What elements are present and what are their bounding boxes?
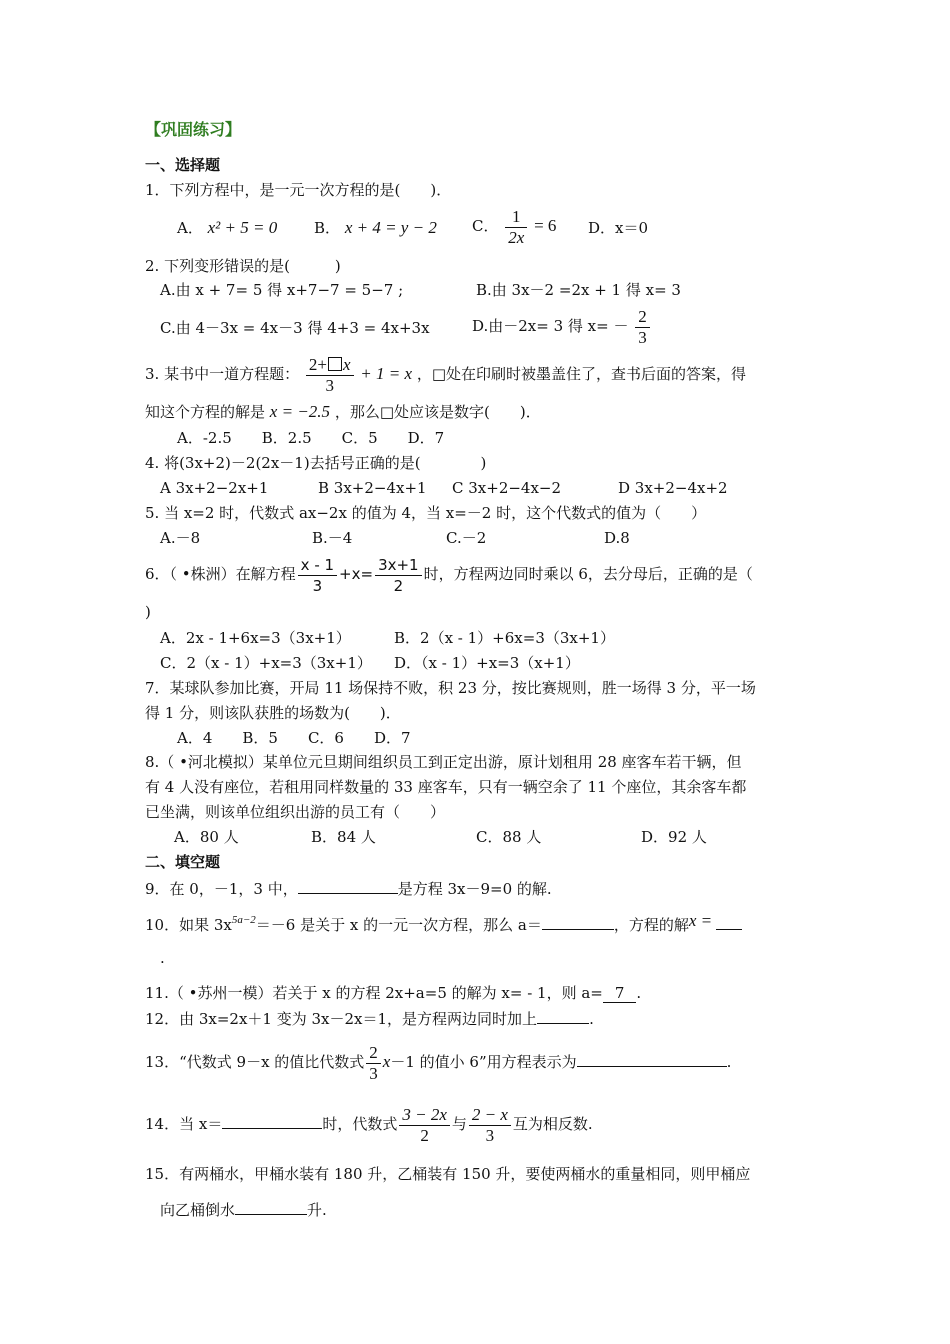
q1-option-d: D．x＝0 bbox=[588, 219, 649, 237]
q2-option-d bbox=[472, 304, 652, 348]
q13-answer-blank[interactable] bbox=[577, 1050, 727, 1067]
q14-f2-numerator: 2 − x bbox=[469, 1105, 511, 1126]
q3-fraction bbox=[306, 355, 354, 396]
q11-answer: 7 bbox=[603, 984, 637, 1003]
q13 bbox=[145, 1040, 731, 1084]
q5-option-d: D.8 bbox=[604, 529, 630, 547]
q10-solution-blank[interactable] bbox=[716, 913, 742, 930]
q15-answer-blank[interactable] bbox=[235, 1198, 307, 1215]
q4-option-b: B 3x+2−4x+1 bbox=[318, 479, 427, 497]
q4-option-a: A 3x+2−2x+1 bbox=[160, 479, 269, 497]
q1-b-label: B． bbox=[314, 219, 341, 237]
q1-option-a bbox=[177, 218, 277, 238]
q8-option-d: D．92 人 bbox=[641, 828, 707, 846]
q3-line2-question: ，那么□处应该是数字( )． bbox=[334, 403, 541, 421]
q3-prefix: 3. 某书中一道方程题： bbox=[145, 365, 300, 383]
q6-prefix: 6．（ •株洲）在解方程 bbox=[145, 565, 296, 583]
q2-d-denominator: 3 bbox=[638, 327, 647, 347]
q12-text-a: 12．由 3x=2x＋1 变为 3x－2x＝1，是方程两边同时加上 bbox=[145, 1010, 538, 1028]
q13-denominator: 3 bbox=[369, 1063, 378, 1083]
q4-option-c: C 3x+2−4x−2 bbox=[452, 479, 562, 497]
q14-f1-denominator: 2 bbox=[420, 1125, 429, 1145]
q2-option-b: B.由 3x－2 =2x + 1 得 x= 3 bbox=[476, 281, 681, 299]
q14 bbox=[145, 1102, 593, 1146]
q1-b-math: x + 4 = y − 2 bbox=[344, 218, 437, 237]
q12-text-b: . bbox=[589, 1010, 594, 1028]
q1-a-label: A． bbox=[177, 219, 203, 237]
q6-option-a: A．2x - 1+6x=3（3x+1） bbox=[160, 629, 351, 647]
q1-c-denominator: 2x bbox=[508, 227, 525, 247]
q14-text-a: 14．当 x＝ bbox=[145, 1115, 223, 1133]
q1-c-label: C． bbox=[472, 217, 499, 235]
q9-answer-blank[interactable] bbox=[298, 877, 398, 894]
q3-line1 bbox=[145, 352, 746, 396]
q7-options: A．4 B．5 C．6 D．7 bbox=[177, 729, 411, 747]
q3-denominator: 3 bbox=[325, 375, 334, 395]
section-header: 【巩固练习】 bbox=[145, 120, 242, 139]
q3-rest: + 1 = x bbox=[360, 364, 413, 383]
q10-exponent: 5a−2 bbox=[231, 914, 256, 926]
q14-f2-denominator: 3 bbox=[485, 1125, 495, 1145]
ink-box-icon bbox=[328, 357, 342, 371]
q8-line3: 已坐满，则该单位组织出游的员工有（ ） bbox=[145, 803, 446, 821]
q2-option-c: C.由 4－3x = 4x－3 得 4+3 = 4x+3x bbox=[160, 319, 430, 337]
q10-a-blank[interactable] bbox=[542, 913, 614, 930]
q13-text-a: 13．“代数式 9－x 的值比代数式 bbox=[145, 1053, 365, 1071]
q6-option-b: B．2（x - 1）+6x=3（3x+1） bbox=[394, 629, 615, 647]
q8-line2: 有 4 人没有座位，若租用同样数量的 33 座客车，只有一辆空余了 11 个座位，其余客车都 bbox=[145, 778, 747, 796]
q6-suffix: 时，方程两边同时乘以 6，去分母后，正确的是（ bbox=[423, 565, 753, 583]
q12-answer-blank[interactable] bbox=[537, 1007, 589, 1024]
q5-option-b: B.－4 bbox=[312, 529, 353, 547]
q4-option-d: D 3x+2−4x+2 bbox=[618, 479, 728, 497]
q1-c-numerator: 1 bbox=[505, 207, 527, 228]
q10-line2: . bbox=[160, 949, 165, 967]
q3-numerator-var: x bbox=[342, 354, 351, 374]
q8-option-c: C．88 人 bbox=[476, 828, 542, 846]
q12 bbox=[145, 1007, 594, 1029]
q3-suffix: ，□处在印刷时被墨盖住了，查书后面的答案，得 bbox=[416, 365, 747, 383]
section-fill-title: 二、填空题 bbox=[145, 853, 221, 871]
q3-numerator bbox=[306, 355, 354, 376]
q6-line1 bbox=[145, 552, 753, 596]
q6-option-d: D．（x - 1）+x=3（x+1） bbox=[394, 654, 580, 672]
q9-text-a: 9．在 0，－1，3 中， bbox=[145, 880, 298, 898]
q13-text-d: . bbox=[726, 1053, 732, 1071]
q3-line2 bbox=[145, 402, 541, 422]
q1-stem: 1．下列方程中，是一元一次方程的是( )． bbox=[145, 181, 452, 199]
q6-f2-denominator: 2 bbox=[393, 576, 404, 595]
q13-numerator: 2 bbox=[366, 1043, 381, 1064]
q10-x-equals: x = bbox=[688, 911, 713, 930]
q2-option-a: A.由 x + 7= 5 得 x+7−7 = 5−7 ; bbox=[160, 281, 404, 299]
q10-line1 bbox=[145, 910, 742, 935]
q6-f2-numerator: 3x+1 bbox=[375, 555, 422, 576]
q15-line1: 15．有两桶水，甲桶水装有 180 升，乙桶装有 150 升，要使两桶水的重量相同，则甲桶应 bbox=[145, 1165, 751, 1183]
q11 bbox=[145, 983, 641, 1003]
q3-numerator-text: 2+ bbox=[308, 354, 327, 374]
q10-text-c: ，方程的解 bbox=[613, 916, 689, 934]
q8-option-a: A．80 人 bbox=[174, 828, 239, 846]
q2-d-fraction bbox=[635, 307, 650, 348]
q4-stem: 4. 将(3x+2)－2(2x－1)去括号正确的是( ) bbox=[145, 454, 487, 472]
q13-var: x bbox=[382, 1052, 391, 1071]
q14-text-b: 时，代数式 bbox=[322, 1115, 398, 1133]
q6-option-c: C．2（x - 1）+x=3（3x+1） bbox=[160, 654, 372, 672]
q6-mid: +x= bbox=[339, 565, 374, 583]
q2-d-text: D.由－2x= 3 得 x= － bbox=[472, 317, 629, 335]
q11-text-a: 11.（ •苏州一模）若关于 x 的方程 2x+a=5 的解为 x= - 1，则 a= bbox=[145, 984, 603, 1002]
q9-text-b: 是方程 3x－9=0 的解. bbox=[397, 880, 552, 898]
q6-f1-denominator: 3 bbox=[312, 576, 323, 595]
q8-option-b: B．84 人 bbox=[311, 828, 376, 846]
q10-text-a: 10．如果 3x bbox=[145, 916, 232, 934]
q7-line1: 7．某球队参加比赛，开局 11 场保持不败，积 23 分，按比赛规则，胜一场得 3 分，平一场 bbox=[145, 679, 756, 697]
q6-fraction-1 bbox=[298, 555, 337, 596]
q1-option-c bbox=[472, 204, 556, 248]
q14-fraction-1 bbox=[399, 1105, 450, 1146]
q11-text-b: . bbox=[636, 984, 642, 1002]
q14-text-c: 互为相反数. bbox=[512, 1115, 593, 1133]
q1-option-b bbox=[314, 218, 437, 238]
q15-text-b: 升. bbox=[307, 1201, 327, 1219]
q10-text-b: ＝－6 是关于 x 的一元一次方程，那么 a＝ bbox=[255, 916, 542, 934]
q8-line1: 8.（ •河北模拟）某单位元旦期间组织员工到正定出游，原计划租用 28 座客车若干辆，但 bbox=[145, 753, 742, 771]
q9 bbox=[145, 877, 552, 899]
q14-f1-numerator: 3 − 2x bbox=[399, 1105, 450, 1126]
q3-line2-text: 知这个方程的解是 bbox=[145, 403, 266, 421]
q6-line2: ) bbox=[145, 603, 151, 621]
section-choice-title: 一、选择题 bbox=[145, 156, 221, 174]
q5-stem: 5. 当 x=2 时，代数式 ax−2x 的值为 4，当 x=－2 时，这个代数式的值为（ ） bbox=[145, 504, 707, 522]
q2-stem: 2. 下列变形错误的是( ) bbox=[145, 257, 341, 275]
q3-options: A．-2.5 B．2.5 C．5 D．7 bbox=[177, 429, 445, 447]
q1-a-math: x² + 5 = 0 bbox=[207, 218, 278, 237]
q7-line2: 得 1 分，则该队获胜的场数为( )． bbox=[145, 704, 401, 722]
q1-c-fraction bbox=[505, 207, 527, 248]
q14-mid: 与 bbox=[451, 1115, 467, 1133]
q14-answer-blank[interactable] bbox=[222, 1112, 322, 1129]
q1-c-rhs: = 6 bbox=[534, 216, 557, 235]
q13-text-c: －1 的值小 6”用方程表示为 bbox=[390, 1053, 577, 1071]
q15-text-a: 向乙桶倒水 bbox=[160, 1201, 236, 1219]
q2-d-numerator: 2 bbox=[635, 307, 650, 328]
q5-option-c: C.－2 bbox=[446, 529, 487, 547]
q14-fraction-2 bbox=[469, 1105, 511, 1146]
q5-option-a: A.－8 bbox=[160, 529, 201, 547]
q13-fraction bbox=[366, 1043, 381, 1084]
q3-solution-math: x = −2.5 bbox=[269, 402, 331, 421]
q15-line2 bbox=[160, 1198, 327, 1220]
q6-f1-numerator: x - 1 bbox=[298, 555, 337, 576]
q6-fraction-2 bbox=[375, 555, 422, 596]
